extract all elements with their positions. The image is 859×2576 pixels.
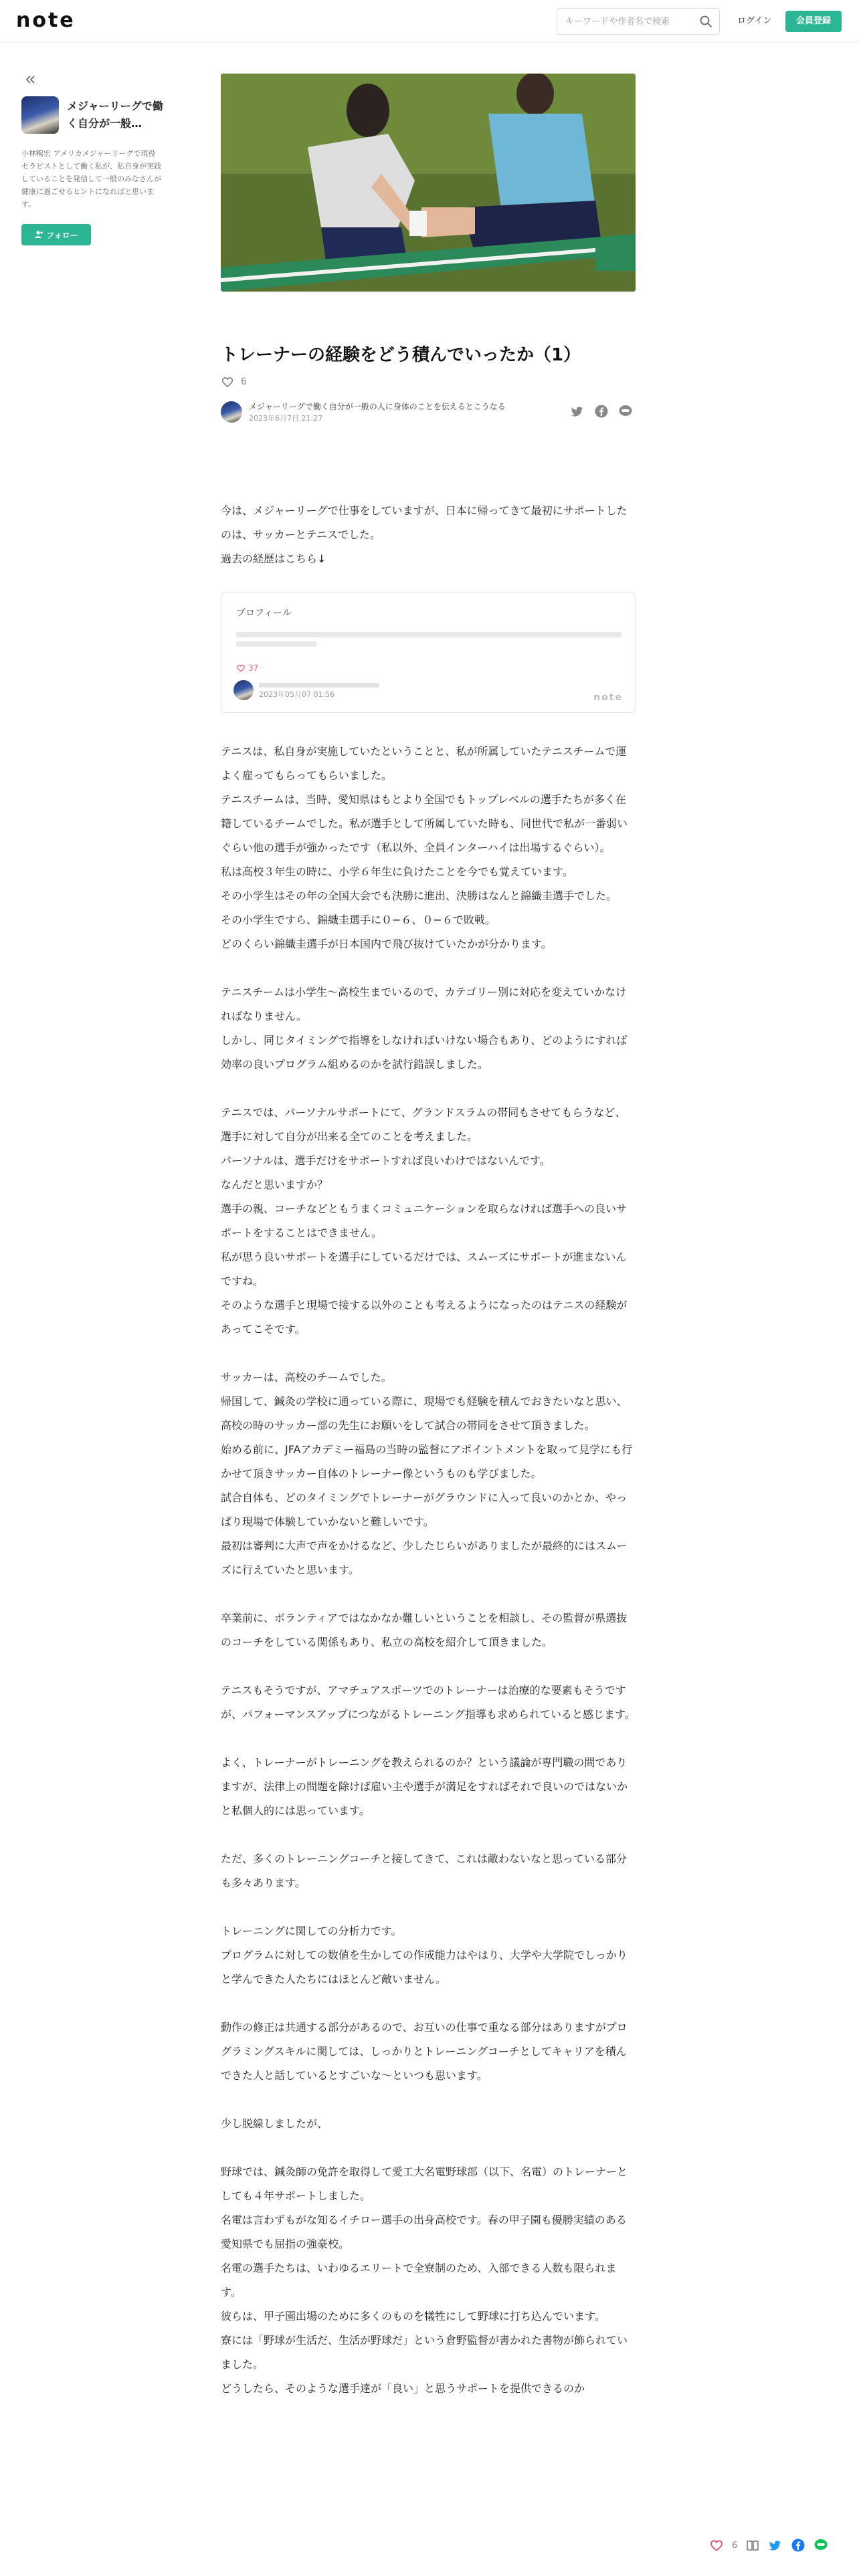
follow-button[interactable] xyxy=(21,224,91,245)
creator-description: 小林暢宏 アメリカメジャーリーグで現役セラピストとして働く私が、私自身が実践していることを発信して一般のみなさんが健康に過ごせるヒントになればと思います。 xyxy=(21,149,161,209)
search-icon[interactable] xyxy=(699,15,712,28)
heart-icon xyxy=(236,663,246,673)
paragraph-gap xyxy=(221,956,636,980)
search-input[interactable] xyxy=(557,9,691,34)
intro-line-1: 今は、メジャーリーグで仕事をしていますが、日本に帰ってきて最初にサポートしたのは、サッカーとテニスでした。 xyxy=(221,504,628,541)
paragraph-gap xyxy=(221,1654,636,1679)
paragraph-line: 始める前に、JFAアカデミー福島の当時の監督にアポイントメントを取って見学にも行かせて頂きサッカー自体のトレーナー像というものも学びました。 xyxy=(221,1443,633,1480)
embed-like xyxy=(236,656,258,680)
paragraph-line: 私は高校３年生の時に、小学６年生に負けたことを今でも覚えています。 xyxy=(221,865,573,878)
paragraph-line: 選手の親、コーチなどともうまくコミュニケーションを取らなければ選手への良いサポートをすることはできません。 xyxy=(221,1202,628,1239)
embed-text-placeholder xyxy=(236,641,316,647)
paragraph-line: 試合自体も、どのタイミングでトレーナーがグラウンドに入って良いのかとか、やっぱり現場で体験していかないと難しいです。 xyxy=(221,1491,628,1528)
paragraph-line: 少し脱線しましたが、 xyxy=(221,2117,328,2130)
article xyxy=(221,74,636,2401)
twitter-icon[interactable] xyxy=(768,2538,783,2553)
paragraph-gap xyxy=(221,1341,636,1366)
paragraph-line: どうしたら、そのような選手達が「良い」と思うサポートを提供できるのか xyxy=(221,2382,585,2395)
paragraph-line: ただ、多くのトレーニングコーチと接してきて、これは敵わないなと思っている部分も多々あります。 xyxy=(221,1852,628,1889)
like-row xyxy=(221,374,636,389)
embed-title[interactable]: プロフィール xyxy=(236,608,292,619)
search-box[interactable] xyxy=(557,8,720,35)
paragraph-line: 名電の選手たちは、いわゆるエリートで全寮制のため、入部できる人数も限られます。 xyxy=(221,2262,617,2298)
paragraph-gap xyxy=(221,1992,636,2016)
paragraph-line: テニスチームは小学生〜高校生までいるので、カテゴリー別に対応を変えていかなければなりません。 xyxy=(221,986,627,1023)
floating-action-bar xyxy=(709,2532,859,2559)
line-icon[interactable] xyxy=(618,404,633,419)
paragraph-line: その小学生ですら、錦織圭選手に０−６、０−６で敗戦。 xyxy=(221,914,496,926)
embedded-note-card[interactable] xyxy=(221,593,636,713)
paragraph-line: テニスチームは、当時、愛知県はもとより全国でもトップレベルの選手たちが多く在籍しているチームでした。私が選手として所属していた時も、同世代で私が一番弱いぐらい他の選手が強かったです（私以外、全員インターハイは出場するぐらい）。 xyxy=(221,793,628,854)
double-chevron-left-icon[interactable] xyxy=(24,74,36,86)
article-body xyxy=(221,499,636,2401)
paragraph-gap xyxy=(221,2136,636,2160)
paragraph-line: 最初は審判に大声で声をかけるなど、少したじらいがありましたが最終的にはスムーズに行えていたと思います。 xyxy=(221,1539,628,1576)
author-row xyxy=(221,400,636,427)
author-avatar[interactable] xyxy=(221,401,242,423)
hero-photo xyxy=(221,74,636,292)
paragraph-gap xyxy=(221,1727,636,1751)
embed-date: 2023年05月07 01:56 xyxy=(259,690,335,699)
paragraph-line: テニスは、私自身が実施していたということと、私が所属していたテニスチームで運よく雇ってもらってもらいました。 xyxy=(221,745,627,782)
note-logo[interactable]: note xyxy=(16,9,76,32)
embed-note-logo: note xyxy=(593,692,623,703)
paragraph-line: パーソナルは、選手だけをサポートすれば良いわけではないんです。 xyxy=(221,1154,551,1167)
paragraph-line: テニスでは、パーソナルサポートにて、グランドスラムの帯同もさせてもらうなど、選手に対して自分が出来る全てのことを考えました。 xyxy=(221,1106,626,1143)
paragraph-line: 彼らは、甲子園出場のために多くのものを犠牲にして野球に打ち込んでいます。 xyxy=(221,2310,605,2323)
author-name[interactable]: メジャーリーグで働く自分が一般の人に身体のことを伝えるとこうなる xyxy=(249,402,506,411)
paragraph-line: なんだと思いますか？ xyxy=(221,1178,328,1191)
paragraph-line: 野球では、鍼灸師の免許を取得して愛工大名電野球部（以下、名電）のトレーナーとしても４年サポートしました。 xyxy=(221,2165,628,2202)
paragraphs xyxy=(221,740,636,2401)
site-header xyxy=(0,0,859,43)
heart-icon[interactable] xyxy=(221,375,234,389)
paragraph-line: プログラムに対しての数値を生かしての作成能力はやはり、大学や大学院でしっかりと学んできた人たちにはほとんど敵いません。 xyxy=(221,1949,628,1985)
follow-label: フォロー xyxy=(46,230,78,240)
paragraph-line: どのくらい錦織圭選手が日本国内で飛び抜けていたかが分かります。 xyxy=(221,938,552,950)
paragraph-gap xyxy=(221,1582,636,1606)
paragraph-gap xyxy=(221,2088,636,2112)
paragraph-line: 寮には「野球が生活だ、生活が野球だ」という倉野監督が書かれた書物が飾られていました。 xyxy=(221,2334,628,2371)
paragraph-line: 動作の修正は共通する部分があるので、お互いの仕事で重なる部分はありますがプログラミングスキルに関しては、しっかりとトレーニングコーチとしてキャリアを積んできた人と話しているとすごいな〜といつも思います。 xyxy=(221,2021,628,2082)
embed-text-placeholder xyxy=(236,632,622,637)
sidebar-author[interactable] xyxy=(21,96,169,136)
paragraph-line: 卒業前に、ボランティアではなかなか難しいということを相談し、その監督が県選抜のコーチをしている関係もあり、私立の高校を紹介して頂きました。 xyxy=(221,1612,628,1648)
facebook-icon[interactable] xyxy=(791,2538,805,2553)
paragraph-line: サッカーは、高校のチームでした。 xyxy=(221,1371,392,1384)
paragraph-gap xyxy=(221,1895,636,1919)
signup-button[interactable]: 会員登録 xyxy=(785,11,842,32)
twitter-icon[interactable] xyxy=(570,404,585,419)
paragraph-line: そのような選手と現場で接する以外のことも考えるようになったのはテニスの経験があってこそです。 xyxy=(221,1299,628,1335)
paragraph-line: 名電は言わずもがな知るイチロー選手の出身高校です。春の甲子園も優勝実績のある愛知県でも屈指の強豪校。 xyxy=(221,2214,627,2250)
paragraph-line: 帰国して、鍼灸の学校に通っている際に、現場でも経験を積んでおきたいなと思い、高校の時のサッカー部の先生にお願いをして試合の帯同をさせて頂きました。 xyxy=(221,1395,628,1432)
sidebar xyxy=(21,74,169,245)
paragraph-gap xyxy=(221,1077,636,1101)
embed-author-avatar xyxy=(233,680,254,700)
facebook-icon[interactable] xyxy=(594,404,609,419)
float-like-count[interactable]: 6 xyxy=(732,2540,738,2551)
paragraph-line: その小学生はその年の全国大会でも決勝に進出、決勝はなんと錦織圭選手でした。 xyxy=(221,889,617,902)
paragraph-line: しかし、同じタイミングで指導をしなければいけない場合もあり、どのようにすれば効率の良いプログラム組めるのかを試行錯誤しました。 xyxy=(221,1034,628,1071)
publish-date: 2023年6月7日 21:27 xyxy=(249,414,323,423)
magazine-add-icon[interactable] xyxy=(745,2538,760,2553)
embed-author-placeholder xyxy=(259,683,379,687)
like-count[interactable]: 6 xyxy=(241,377,247,387)
paragraph-line: よく、トレーナーがトレーニングを教えられるのか？という議論が専門職の間でありますが、法律上の問題を除けば雇い主や選手が満足をすればそれで良いのではないかと私個人的には思っています。 xyxy=(221,1756,628,1817)
hero-image xyxy=(221,74,636,292)
magazine-title[interactable]: メジャーリーグで働く自分が一般… xyxy=(67,100,163,130)
share-icons xyxy=(570,404,633,419)
paragraph-gap xyxy=(221,1823,636,1847)
paragraph-line: テニスもそうですが、アマチュアスポーツでのトレーナーは治療的な要素もそうですが、パフォーマンスアップにつながるトレーニング指導も求められていると感じます。 xyxy=(221,1684,636,1721)
paragraph-line: 私が思う良いサポートを選手にしているだけでは、スムーズにサポートが進まないんですね。 xyxy=(221,1251,627,1287)
intro-line-2: 過去の経歴はこちら↓ xyxy=(221,552,326,565)
heart-icon[interactable] xyxy=(709,2538,724,2553)
line-icon[interactable] xyxy=(814,2538,828,2553)
add-user-icon xyxy=(34,230,43,239)
article-title: トレーナーの経験をどう積んでいったか（1） xyxy=(221,345,581,365)
paragraph-line: トレーニングに関しての分析力です。 xyxy=(221,1925,402,1937)
embed-like-count: 37 xyxy=(248,663,259,673)
login-button[interactable]: ログイン xyxy=(737,16,772,26)
avatar[interactable] xyxy=(21,96,59,134)
